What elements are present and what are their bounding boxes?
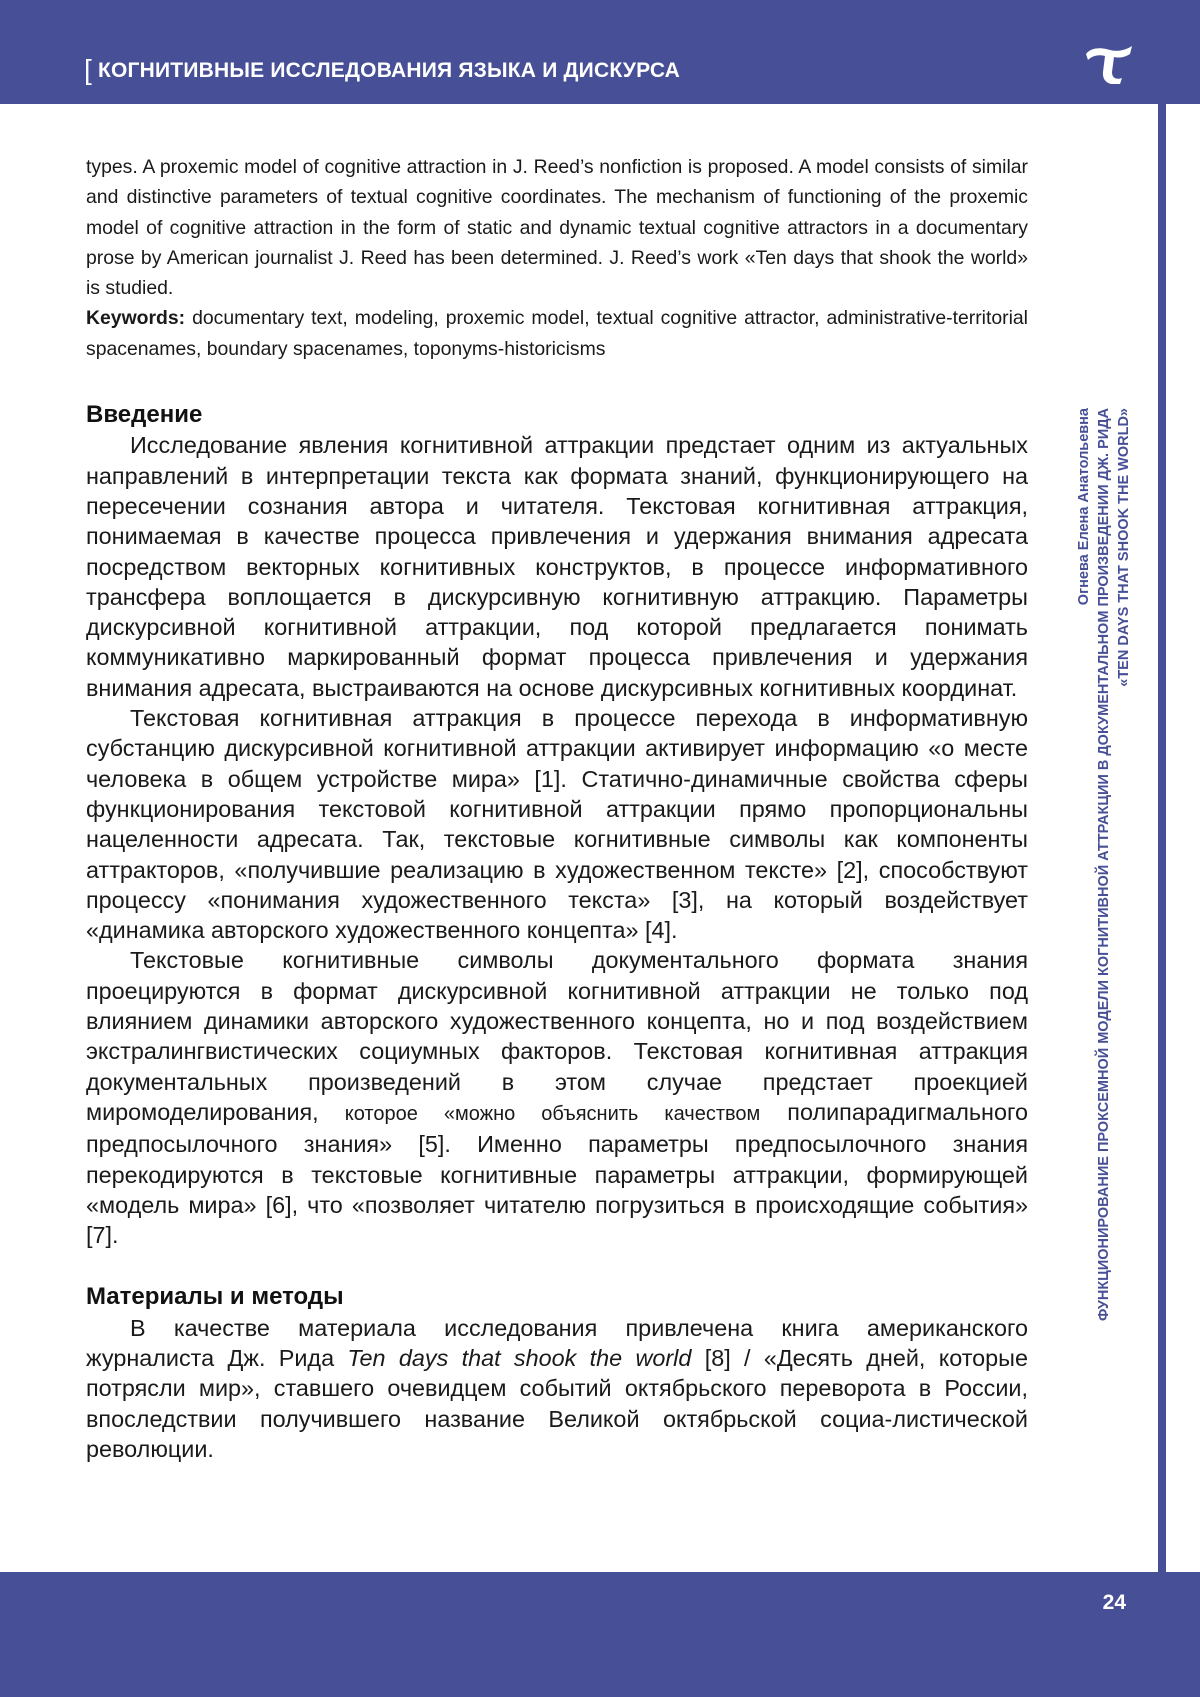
keywords-text: documentary text, modeling, proxemic model, textual cognitive attractor, administrative-territorial spacenames, boundary spacenames, toponyms-historicisms [86,307,1028,360]
methods-p1-part-a: В качестве материала исследования привлечена книга американского журналиста Дж. Рида [86,1314,1028,1371]
intro-paragraph-1: Исследование явления когнитивной аттракции предстает одним из актуальных направлений в интерпретации текста как формата знаний, функционирующего на пересечении сознания автора и читателя. Текстовая когнитивная аттракция, понимаемая в качестве процесса привлечения и удержания внимания адресата посредством векторных когнитивных конструктов, в процессе информативного трансфера воплощается в дискурсивную когнитивную аттракцию. Параметры дискурсивной когнитивной аттракции, под которой предлагается понимать коммуникативно маркированный формат процесса привлечения и удержания внимания адресата, выстраиваются на основе дискурсивных когнитивных координат. [86,432,1028,701]
intro-paragraph-3 [86,945,1028,1250]
page-number: 24 [1102,1591,1126,1614]
abstract-block [86,152,1028,364]
intro-paragraph-2: Текстовая когнитивная аттракция в процессе перехода в информативную субстанцию дискурсивной когнитивной аттракции активирует информацию «о месте человека в общем устройстве мира» [1]. Статично-динамичные свойства сферы функционирования текстовой когнитивной аттракции прямо пропорциональны нацеленности адресата. Так, текстовые когнитивные символы как компоненты аттракторов, «получившие реализацию в художественном тексте» [2], способствуют процессу «понимания художественного текста» [3], на который воздействует «динамика авторского художественного концепта» [4]. [86,705,1028,944]
header-bracket: [ [84,54,92,85]
page-header [0,0,1200,104]
intro-p3-part-a: Текстовые когнитивные символы документального формата знания проецируются в формат дискурсивной когнитивной аттракции не только под влиянием динамики авторского художественного концепта, но и под воздействием экстралингвистических социумных факторов. Текстовая когнитивная аттракция документальных произведений в этом случае предстает проекцией миромоделирования, [86,947,1028,1125]
running-side-title [1074,408,1134,1528]
journal-section-title [84,52,680,84]
side-author: Огнева Елена Анатольевна [1076,408,1092,606]
methods-body [86,1313,1028,1464]
methods-p1-part-b: [8] / «Десять дней, которые потрясли мир», ставшего очевидцем событий октябрьского переворота в России, впоследствии получившего название Великой октябрьской социа-листической революции. [86,1344,1029,1462]
abstract-text: types. A proxemic model of cognitive attraction in J. Reed’s nonfiction is proposed. A model consists of similar and distinctive parameters of textual cognitive coordinates. The mechanism of functioning of the proxemic model of cognitive attraction in the form of static and dynamic textual cognitive attractors in a documentary prose by American journalist J. Reed has been determined. J. Reed’s work «Ten days that shook the world» is studied. [86,156,1028,300]
intro-p3-part-b: которое «можно объяснить качеством [318,1102,761,1125]
side-title-line2: «TEN DAYS THAT SHOOK THE WORLD» [1116,408,1132,687]
publisher-logo-icon [1082,44,1134,84]
page-footer [0,1572,1200,1697]
main-content [86,152,1028,1464]
methods-paragraph-1 [86,1313,1028,1464]
intro-p3-part-c: полипарадигмального предпосылочного знания» [5]. Именно параметры предпосылочного знания перекодируются в текстовые когнитивные параметры аттракции, формирующей «модель мира» [6], что «позволяет читателю погрузиться в происходящие события» [7]. [86,1098,1028,1249]
header-title-text: КОГНИТИВНЫЕ ИССЛЕДОВАНИЯ ЯЗЫКА И ДИСКУРСА [97,59,681,82]
keywords-label: Keywords: [86,307,186,330]
side-accent-bar [1158,104,1166,1572]
section-heading-intro: Введение [86,401,203,429]
book-title-italic: Ten days that shook the world [347,1344,692,1371]
side-title-line1: ФУНКЦИОНИРОВАНИЕ ПРОКСЕМНОЙ МОДЕЛИ КОГНИТИВНОЙ АТТРАКЦИИ В ДОКУМЕНТАЛЬНОМ ПРОИЗВЕДЕНИИ ДЖ. РИДА [1096,408,1112,1321]
section-heading-methods: Материалы и методы [86,1283,344,1311]
intro-body [86,430,1028,1250]
keywords-line [86,303,1028,364]
